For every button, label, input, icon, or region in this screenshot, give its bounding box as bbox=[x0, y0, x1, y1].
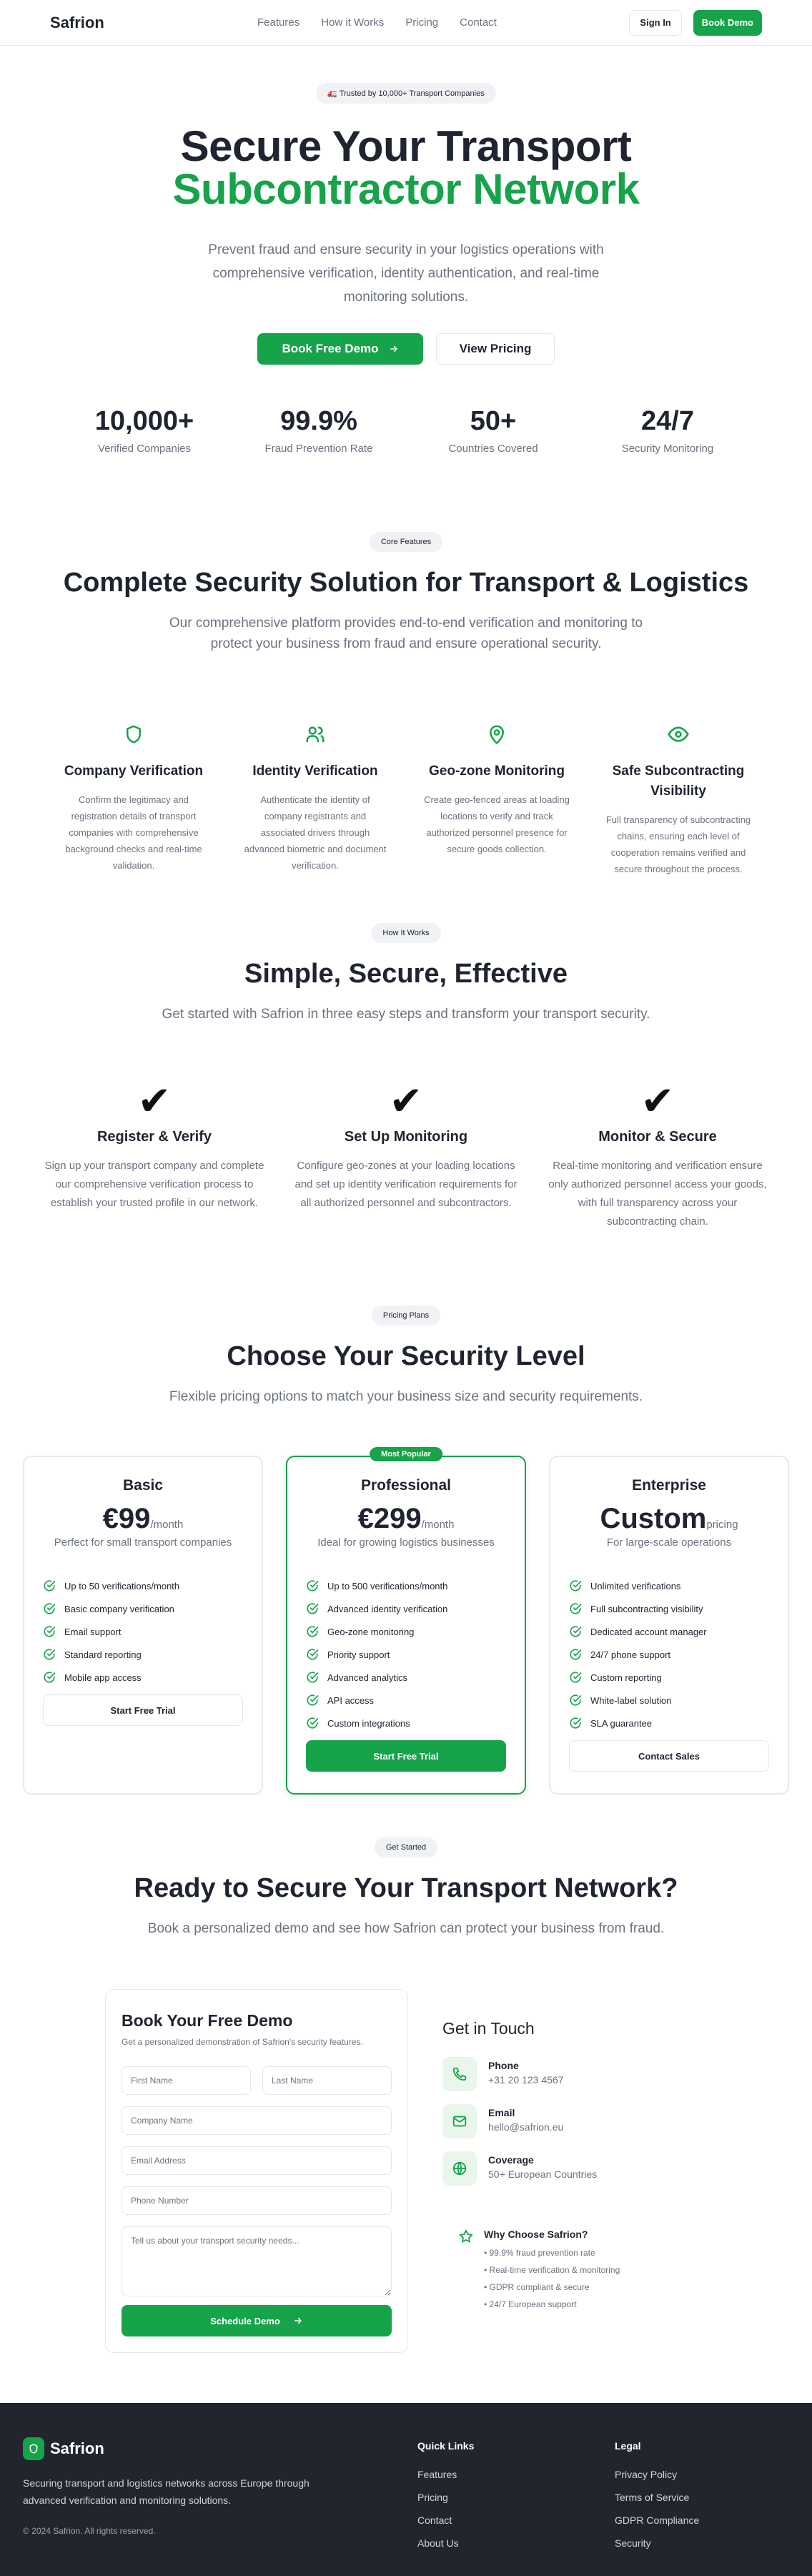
checkmark-icon: ✔ bbox=[137, 1078, 172, 1123]
book-free-demo-label: Book Free Demo bbox=[282, 342, 379, 355]
feature-desc: Confirm the legitimacy and registration details of transport companies with comprehensive background checks and real-time validation. bbox=[65, 794, 202, 871]
section-title: Simple, Secure, Effective bbox=[244, 959, 568, 989]
star-icon bbox=[458, 2229, 474, 2244]
plan-price bbox=[43, 1503, 243, 1535]
footer-link-privacy-policy[interactable]: Privacy Policy bbox=[615, 2469, 678, 2480]
plan-features bbox=[43, 1574, 243, 1689]
feature-title: Company Verification bbox=[64, 764, 204, 779]
feature-card bbox=[51, 713, 217, 877]
feature-title: Identity Verification bbox=[252, 764, 378, 779]
hero-title-line2: Subcontractor Network bbox=[172, 165, 640, 213]
nav-link-how-it-works[interactable]: How it Works bbox=[321, 16, 385, 29]
trusted-badge bbox=[316, 83, 495, 104]
check-circle-icon bbox=[569, 1671, 582, 1684]
plan-name: Basic bbox=[122, 1477, 164, 1494]
get-started-section bbox=[0, 1795, 812, 2353]
footer bbox=[0, 2403, 812, 2576]
feature-card bbox=[595, 713, 761, 877]
footer-brand bbox=[23, 2437, 323, 2536]
check-circle-icon bbox=[306, 1602, 319, 1615]
footer-link-about-us[interactable]: About Us bbox=[417, 2537, 459, 2549]
form-title: Book Your Free Demo bbox=[122, 2011, 293, 2030]
truck-icon: 🚛 bbox=[327, 89, 337, 98]
most-popular-badge: Most Popular bbox=[370, 1447, 442, 1461]
professional-start-trial-button[interactable]: Start Free Trial bbox=[306, 1740, 506, 1772]
section-badge: Core Features bbox=[370, 532, 442, 552]
step-desc: Configure geo-zones at your loading locations and set up identity verification requirements for all authorized personnel and subcontractors. bbox=[294, 1160, 518, 1209]
plan-name: Enterprise bbox=[632, 1477, 706, 1494]
last-name-input[interactable] bbox=[262, 2066, 392, 2095]
step-title: Monitor & Secure bbox=[598, 1129, 717, 1145]
footer-link-features[interactable]: Features bbox=[417, 2469, 457, 2480]
plan-feature: White-label solution bbox=[569, 1689, 769, 1712]
plan-price-amount: Custom bbox=[600, 1503, 707, 1534]
book-free-demo-button[interactable] bbox=[257, 333, 423, 365]
hero-buttons bbox=[0, 333, 812, 365]
plan-name: Professional bbox=[360, 1477, 452, 1494]
why-item: • Real-time verification & monitoring bbox=[484, 2265, 620, 2275]
feature-title: Geo-zone Monitoring bbox=[429, 764, 565, 779]
check-circle-icon bbox=[306, 1648, 319, 1661]
plan-feature: Unlimited verifications bbox=[569, 1574, 769, 1597]
section-subtitle: Book a personalized demo and see how Safrion can protect your business from fraud. bbox=[147, 1921, 665, 1936]
footer-col-title: Quick Links bbox=[417, 2440, 475, 2452]
book-demo-button[interactable]: Book Demo bbox=[693, 10, 762, 36]
plan-feature: Basic company verification bbox=[43, 1597, 243, 1620]
contact-item-coverage bbox=[442, 2151, 707, 2186]
get-in-touch bbox=[442, 1989, 707, 2353]
form-fields bbox=[122, 2106, 392, 2296]
check-circle-icon bbox=[43, 1625, 56, 1638]
step-title: Register & Verify bbox=[96, 1129, 212, 1145]
features-section bbox=[0, 455, 812, 877]
contact-sales-button[interactable]: Contact Sales bbox=[569, 1740, 769, 1772]
plan-feature: Custom integrations bbox=[306, 1712, 506, 1734]
pricing-section bbox=[0, 1231, 812, 1795]
plan-desc: Ideal for growing logistics businesses bbox=[317, 1536, 495, 1549]
checkmark-icon: ✔ bbox=[389, 1078, 423, 1123]
nav-link-contact[interactable]: Contact bbox=[460, 16, 497, 29]
check-circle-icon bbox=[569, 1625, 582, 1638]
why-choose-title: Why Choose Safrion? bbox=[484, 2229, 588, 2240]
check-circle-icon bbox=[306, 1579, 319, 1592]
cta-header bbox=[0, 1837, 812, 1939]
stat-value: 24/7 bbox=[641, 406, 694, 436]
footer-link-gdpr[interactable]: GDPR Compliance bbox=[615, 2515, 700, 2526]
plan-desc: Perfect for small transport companies bbox=[54, 1536, 232, 1549]
footer-link-terms[interactable]: Terms of Service bbox=[615, 2492, 690, 2503]
hero-title bbox=[0, 122, 812, 213]
stat-item bbox=[232, 406, 406, 455]
contact-wrap bbox=[0, 1989, 812, 2353]
check-circle-icon bbox=[569, 1602, 582, 1615]
check-circle-icon bbox=[569, 1694, 582, 1707]
plan-feature: Advanced analytics bbox=[306, 1666, 506, 1689]
contact-value: 50+ European Countries bbox=[488, 2168, 598, 2180]
plan-feature: 24/7 phone support bbox=[569, 1643, 769, 1666]
check-circle-icon bbox=[43, 1671, 56, 1684]
feature-card bbox=[232, 713, 398, 877]
plans-row bbox=[0, 1450, 812, 1795]
contact-item-phone bbox=[442, 2057, 707, 2091]
plan-feature: API access bbox=[306, 1689, 506, 1712]
features-header bbox=[0, 532, 812, 654]
plan-feature: Up to 50 verifications/month bbox=[43, 1574, 243, 1597]
section-title: Choose Your Security Level bbox=[227, 1341, 585, 1371]
plan-feature: Standard reporting bbox=[43, 1643, 243, 1666]
footer-copyright: © 2024 Safrion. All rights reserved. bbox=[23, 2526, 156, 2536]
plan-feature: Priority support bbox=[306, 1643, 506, 1666]
contact-value[interactable]: hello@safrion.eu bbox=[488, 2121, 564, 2133]
footer-quick-links bbox=[417, 2440, 474, 2549]
contact-label: Coverage bbox=[488, 2154, 534, 2166]
footer-desc: Securing transport and logistics networks across Europe through advanced verification and monitoring solutions. bbox=[23, 2477, 310, 2506]
hero-section bbox=[0, 46, 812, 455]
feature-card bbox=[414, 713, 580, 877]
step-card bbox=[540, 1078, 776, 1231]
section-subtitle: Our comprehensive platform provides end-to-end verification and monitoring to protect your business from fraud and ensure operational security. bbox=[169, 616, 643, 651]
check-circle-icon bbox=[43, 1648, 56, 1661]
plan-feature: Email support bbox=[43, 1620, 243, 1643]
contact-label: Email bbox=[488, 2107, 515, 2118]
footer-logo[interactable] bbox=[23, 2437, 323, 2460]
schedule-demo-button[interactable] bbox=[122, 2305, 392, 2336]
plan-desc: For large-scale operations bbox=[606, 1536, 732, 1549]
stat-value: 10,000+ bbox=[94, 406, 194, 436]
stat-item bbox=[57, 406, 232, 455]
checkmark-icon: ✔ bbox=[640, 1078, 675, 1123]
plan-card-enterprise bbox=[549, 1456, 789, 1795]
check-circle-icon bbox=[306, 1625, 319, 1638]
footer-link-security[interactable]: Security bbox=[615, 2537, 651, 2549]
why-item: • 99.9% fraud prevention rate bbox=[484, 2248, 595, 2258]
footer-link-pricing[interactable]: Pricing bbox=[417, 2492, 448, 2503]
get-in-touch-title: Get in Touch bbox=[442, 2019, 535, 2038]
plan-price-period: /month bbox=[421, 1519, 455, 1531]
feature-grid bbox=[0, 713, 812, 877]
feature-desc: Full transparency of subcontracting chains, ensuring each level of cooperation remains verified and secure throughout the process. bbox=[605, 814, 751, 874]
eye-icon bbox=[595, 713, 761, 756]
plan-feature: Full subcontracting visibility bbox=[569, 1597, 769, 1620]
nav-links bbox=[257, 16, 497, 29]
stat-item bbox=[580, 406, 755, 455]
form-desc: Get a personalized demonstration of Safrion's security features. bbox=[122, 2037, 363, 2047]
step-title: Set Up Monitoring bbox=[344, 1129, 468, 1145]
feature-desc: Authenticate the identity of company registrants and associated drivers through advanced biometric and document verification. bbox=[244, 794, 387, 871]
step-desc: Sign up your transport company and complete our comprehensive verification process to establish your trusted profile in our network. bbox=[44, 1160, 264, 1209]
plan-feature: Up to 500 verifications/month bbox=[306, 1574, 506, 1597]
contact-item-email bbox=[442, 2104, 707, 2138]
plan-feature: Custom reporting bbox=[569, 1666, 769, 1689]
footer-logo-text: Safrion bbox=[50, 2439, 104, 2457]
plan-price-period: pricing bbox=[706, 1519, 738, 1531]
stat-label: Security Monitoring bbox=[621, 443, 714, 455]
message-textarea[interactable] bbox=[122, 2226, 392, 2296]
globe-icon bbox=[442, 2151, 477, 2186]
hero-subtitle: Prevent fraud and ensure security in your logistics operations with comprehensive verification, identity authentication, and real-time monitoring solutions. bbox=[208, 242, 604, 305]
step-card bbox=[288, 1078, 524, 1231]
view-pricing-button[interactable]: View Pricing bbox=[436, 333, 555, 365]
email-input[interactable] bbox=[122, 2146, 392, 2175]
map-pin-icon bbox=[414, 713, 580, 756]
plan-feature: SLA guarantee bbox=[569, 1712, 769, 1734]
footer-col-title: Legal bbox=[615, 2440, 641, 2452]
hero-title-line1: Secure Your Transport bbox=[180, 122, 632, 170]
check-circle-icon bbox=[569, 1717, 582, 1729]
footer-legal-links bbox=[615, 2440, 699, 2549]
name-row bbox=[122, 2066, 392, 2095]
step-desc: Real-time monitoring and verification ensure only authorized personnel access your goods, with full transparency across your subcontracting chain. bbox=[548, 1160, 767, 1228]
section-subtitle: Get started with Safrion in three easy steps and transform your transport security. bbox=[162, 1007, 650, 1022]
shield-icon bbox=[51, 713, 217, 756]
check-circle-icon bbox=[43, 1579, 56, 1592]
stat-value: 99.9% bbox=[280, 406, 357, 436]
footer-link-contact[interactable]: Contact bbox=[417, 2515, 452, 2526]
plan-features bbox=[306, 1574, 506, 1734]
schedule-demo-label: Schedule Demo bbox=[210, 2315, 280, 2326]
plan-price-amount: €299 bbox=[357, 1503, 422, 1534]
feature-desc: Create geo-fenced areas at loading locations to verify and track authorized personnel presence for secure goods collection. bbox=[424, 794, 570, 854]
plan-card-basic bbox=[23, 1456, 263, 1795]
first-name-input[interactable] bbox=[122, 2066, 251, 2095]
arrow-right-icon bbox=[293, 2316, 303, 2326]
section-badge: How It Works bbox=[371, 923, 440, 943]
arrow-right-icon bbox=[389, 344, 399, 354]
demo-form bbox=[105, 1989, 408, 2353]
sign-in-button[interactable]: Sign In bbox=[629, 10, 681, 36]
section-title: Complete Security Solution for Transport & Logistics bbox=[63, 568, 749, 598]
plan-features bbox=[569, 1574, 769, 1734]
stats-row bbox=[0, 406, 812, 455]
section-title: Ready to Secure Your Transport Network? bbox=[134, 1873, 678, 1903]
plan-feature: Dedicated account manager bbox=[569, 1620, 769, 1643]
nav-link-features[interactable]: Features bbox=[257, 16, 300, 29]
company-name-input[interactable] bbox=[122, 2106, 392, 2135]
plan-price-amount: €99 bbox=[102, 1503, 151, 1534]
phone-icon bbox=[442, 2057, 477, 2091]
check-circle-icon bbox=[569, 1648, 582, 1661]
plan-price bbox=[306, 1503, 506, 1535]
top-nav bbox=[0, 0, 812, 46]
plan-card-professional bbox=[286, 1450, 526, 1795]
stat-label: Verified Companies bbox=[97, 443, 192, 455]
how-header bbox=[0, 923, 812, 1025]
contact-label: Phone bbox=[488, 2060, 519, 2071]
steps-row bbox=[0, 1078, 812, 1231]
section-badge: Get Started bbox=[375, 1837, 437, 1857]
why-choose-list bbox=[484, 2244, 620, 2313]
check-circle-icon bbox=[306, 1671, 319, 1684]
pricing-header bbox=[0, 1306, 812, 1407]
how-it-works-section bbox=[0, 877, 812, 1231]
basic-start-trial-button[interactable]: Start Free Trial bbox=[43, 1694, 243, 1726]
stat-label: Countries Covered bbox=[448, 443, 538, 455]
section-subtitle: Flexible pricing options to match your business size and security requirements. bbox=[169, 1389, 643, 1404]
logo[interactable]: Safrion bbox=[50, 13, 104, 31]
check-circle-icon bbox=[306, 1717, 319, 1729]
phone-input[interactable] bbox=[122, 2186, 392, 2215]
contact-value[interactable]: +31 20 123 4567 bbox=[488, 2074, 564, 2086]
plan-feature: Mobile app access bbox=[43, 1666, 243, 1689]
plan-price-period: /month bbox=[150, 1519, 184, 1531]
users-icon bbox=[232, 713, 398, 756]
plan-feature: Geo-zone monitoring bbox=[306, 1620, 506, 1643]
why-choose-box bbox=[442, 2229, 707, 2313]
feature-title: Safe Subcontracting Visibility bbox=[612, 764, 745, 799]
stat-item bbox=[406, 406, 580, 455]
stat-value: 50+ bbox=[470, 406, 517, 436]
nav-actions bbox=[629, 10, 762, 36]
stat-label: Fraud Prevention Rate bbox=[264, 443, 373, 455]
plan-feature: Advanced identity verification bbox=[306, 1597, 506, 1620]
nav-link-pricing[interactable]: Pricing bbox=[405, 16, 439, 29]
why-item: • GDPR compliant & secure bbox=[484, 2282, 590, 2292]
trusted-badge-text: Trusted by 10,000+ Transport Companies bbox=[339, 89, 485, 98]
section-badge: Pricing Plans bbox=[372, 1306, 440, 1326]
check-circle-icon bbox=[306, 1694, 319, 1707]
shield-icon bbox=[23, 2437, 44, 2460]
mail-icon bbox=[442, 2104, 477, 2138]
check-circle-icon bbox=[569, 1579, 582, 1592]
check-circle-icon bbox=[43, 1602, 56, 1615]
why-item: • 24/7 European support bbox=[484, 2299, 577, 2309]
step-card bbox=[36, 1078, 272, 1231]
plan-price bbox=[569, 1503, 769, 1535]
